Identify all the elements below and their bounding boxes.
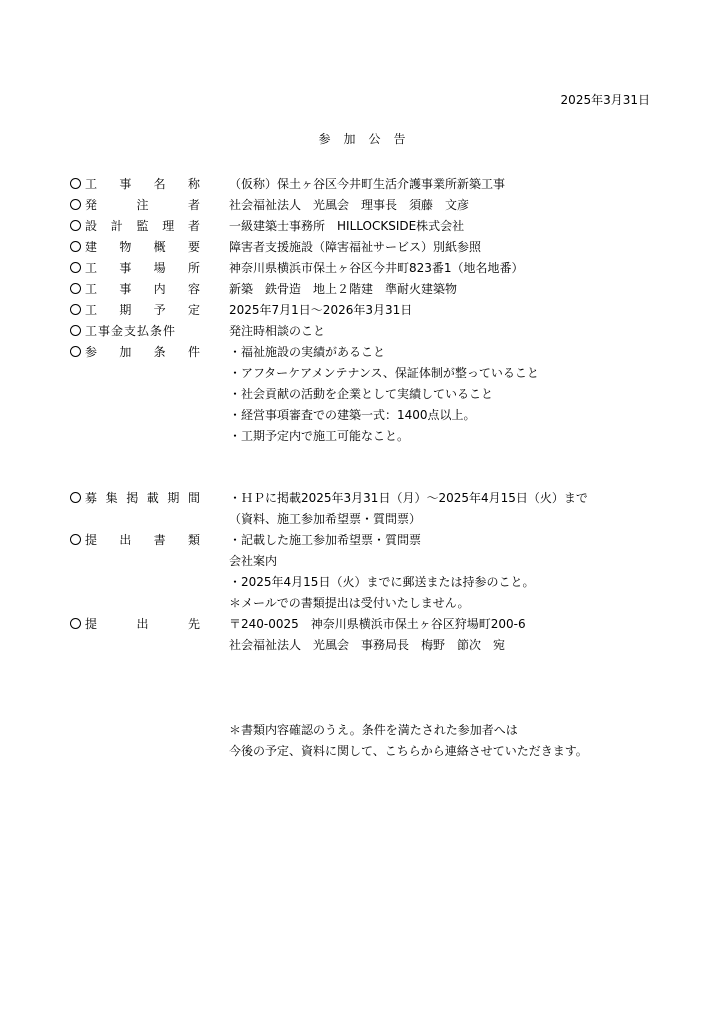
page-title: 参加公告: [318, 132, 419, 146]
row-value-line: 新築 鉄骨造 地上２階建 準耐火建築物: [229, 282, 458, 296]
row-value: [229, 279, 457, 300]
row-value: [229, 530, 534, 614]
row-label: [70, 282, 220, 298]
row-value: [229, 216, 464, 237]
circle-bullet-icon: [70, 283, 81, 294]
closing-note-line: ＊書類内容確認のうえ。条件を満たされた参加者へは: [229, 723, 518, 737]
row-value: [229, 614, 526, 656]
row-value: [229, 342, 539, 447]
row-value-line: ・社会貢献の活動を企業として実績していること: [229, 387, 494, 401]
row-value-line: ・アフターケアメンテナンス、保証体制が整っていること: [229, 366, 539, 380]
row-label: [70, 345, 220, 361]
circle-bullet-icon: [70, 199, 81, 210]
row-value-line: 社会福祉法人 光風会 理事長 須藤 文彦: [229, 198, 470, 212]
circle-bullet-icon: [70, 304, 81, 315]
row-value: [229, 300, 412, 321]
row-value-line: 〒240-0025 神奈川県横浜市保土ヶ谷区狩場町200-6: [229, 617, 526, 631]
row-label-text: 工 期 予 定: [85, 303, 200, 317]
notice-date: 2025年3月31日: [560, 93, 650, 107]
row-value-line: （資料、施工参加希望票・質問票）: [229, 512, 422, 526]
row-label-text: 設 計 監 理 者: [85, 219, 200, 233]
row-label-text: 工 事 名 称: [85, 177, 200, 191]
row-label: [70, 617, 220, 633]
row-value-line: 神奈川県横浜市保土ヶ谷区今井町823番1（地名地番）: [229, 261, 524, 275]
row-label: [70, 219, 220, 235]
row-value-line: ・2025年4月15日（火）までに郵送または持参のこと。: [229, 575, 535, 589]
row-value: [229, 174, 505, 195]
row-value-line: ・経営事項審査での建築一式：1400点以上。: [229, 408, 476, 422]
row-label: [70, 533, 220, 549]
row-label: [70, 491, 220, 507]
circle-bullet-icon: [70, 618, 81, 629]
row-label: [70, 198, 220, 214]
circle-bullet-icon: [70, 346, 81, 357]
row-value-line: 発注時相談のこと: [229, 324, 326, 338]
circle-bullet-icon: [70, 241, 81, 252]
row-value-line: 一級建築士事務所 HILLOCKSIDE株式会社: [229, 219, 465, 233]
circle-bullet-icon: [70, 262, 81, 273]
row-label: [70, 324, 220, 340]
row-value-line: ・工期予定内で施工可能なこと。: [229, 429, 410, 443]
circle-bullet-icon: [70, 534, 81, 545]
row-value-line: 社会福祉法人 光風会 事務局長 梅野 節次 宛: [229, 638, 506, 652]
row-value: [229, 488, 588, 530]
row-value-line: ・福祉施設の実績があること: [229, 345, 386, 359]
closing-note: [229, 720, 588, 762]
row-value-line: （仮称）保土ヶ谷区今井町生活介護事業所新築工事: [229, 177, 506, 191]
row-value-line: ＊メールでの書類提出は受付いたしません。: [229, 596, 470, 610]
row-label-text: 参 加 条 件: [85, 345, 200, 359]
circle-bullet-icon: [70, 492, 81, 503]
row-value: [229, 321, 325, 342]
row-value-line: ・ＨＰに掲載2025年3月31日（月）～2025年4月15日（火）まで: [229, 491, 588, 505]
row-label-text: 工 事 内 容: [85, 282, 200, 296]
row-value-line: 会社案内: [229, 554, 278, 568]
row-label: [70, 303, 220, 319]
row-value: [229, 258, 524, 279]
row-value: [229, 237, 481, 258]
circle-bullet-icon: [70, 220, 81, 231]
row-label: [70, 177, 220, 193]
row-label-text: 建 物 概 要: [85, 240, 200, 254]
row-label: [70, 240, 220, 256]
row-value-line: 障害者支援施設（障害福祉サービス）別紙参照: [229, 240, 482, 254]
row-value: [229, 195, 469, 216]
circle-bullet-icon: [70, 325, 81, 336]
row-label: [70, 261, 220, 277]
circle-bullet-icon: [70, 178, 81, 189]
closing-note-line: 今後の予定、資料に関して、こちらから連絡させていただきます。: [229, 744, 588, 758]
row-label-text: 工事金支払条件: [85, 324, 177, 338]
row-label-text: 募 集 掲 載 期 間: [85, 491, 200, 505]
row-label-text: 提 出 先: [85, 617, 200, 631]
row-label-text: 工 事 場 所: [85, 261, 200, 275]
row-label-text: 発 注 者: [85, 198, 200, 212]
row-value-line: 2025年7月1日～2026年3月31日: [229, 303, 413, 317]
row-label-text: 提 出 書 類: [85, 533, 200, 547]
row-value-line: ・記載した施工参加希望票・質問票: [229, 533, 422, 547]
